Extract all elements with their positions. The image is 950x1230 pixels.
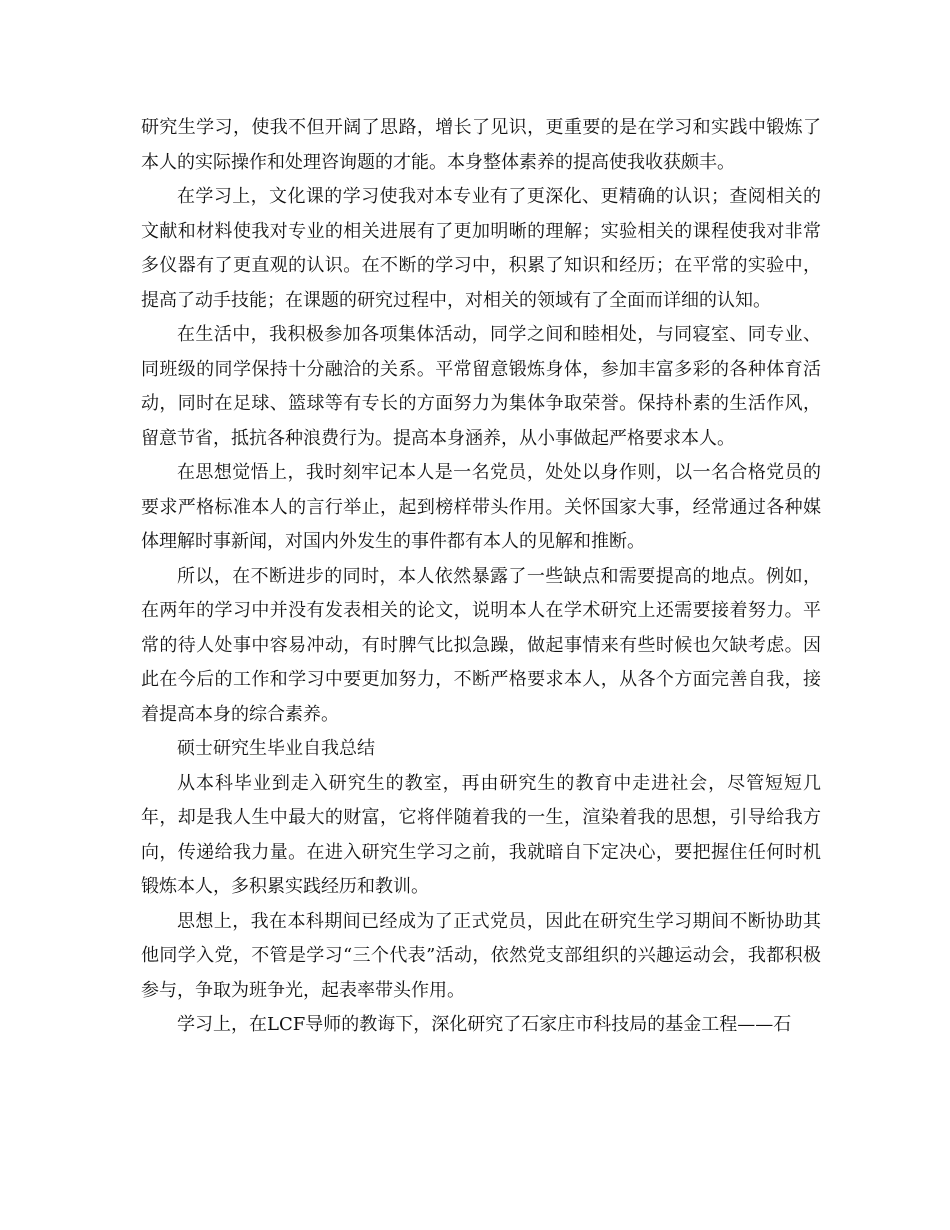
paragraph: 所以，在不断进步的同时，本人依然暴露了一些缺点和需要提高的地点。例如，在两年的学习中并没有发表相关的论文，说明本人在学术研究上还需要接着努力。平常的待人处事中容易冲动，有时脾气比拟急躁，做起事情来有些时候也欠缺考虑。因此在今后的工作和学习中要更加努力，不断严格要求本人，从各个方面完善自我，接着提高本身的综合素养。: [141, 565, 821, 725]
paragraph: 在生活中，我积极参加各项集体活动，同学之间和睦相处，与同寝室、同专业、同班级的同学保持十分融洽的关系。平常留意锻炼身体，参加丰富多彩的各种体育活动，同时在足球、篮球等有专长的方面努力为集体争取荣誉。保持朴素的生活作风，留意节省，抵抗各种浪费行为。提高本身涵养，从小事做起严格要求本人。: [141, 324, 821, 449]
section-heading: 硕士研究生毕业自我总结: [177, 738, 375, 759]
paragraph: 在思想觉悟上，我时刻牢记本人是一名党员，处处以身作则，以一名合格党员的要求严格标准本人的言行举止，起到榜样带头作用。关怀国家大事，经常通过各种媒体理解时事新闻，对国内外发生的事件都有本人的见解和推断。: [141, 462, 821, 552]
paragraph: 研究生学习，使我不但开阔了思路，增长了见识，更重要的是在学习和实践中锻炼了本人的实际操作和处理咨询题的才能。本身整体素养的提高使我收获颇丰。: [141, 117, 821, 173]
paragraph: 从本科毕业到走入研究生的教室，再由研究生的教育中走进社会，尽管短短几年，却是我人生中最大的财富，它将伴随着我的一生，渲染着我的思想，引导给我方向，传递给我力量。在进入研究生学习之前，我就暗自下定决心，要把握住任何时机锻炼本人，多积累实践经历和教训。: [141, 772, 821, 897]
paragraph: 思想上，我在本科期间已经成为了正式党员，因此在研究生学习期间不断协助其他同学入党，不管是学习“三个代表”活动，依然党支部组织的兴趣运动会，我都积极参与，争取为班争光，起表率带头作用。: [141, 910, 821, 1001]
document-body: [141, 111, 821, 1043]
paragraph: 学习上，在LCF导师的教诲下，深化研究了石家庄市科技局的基金工程——石: [177, 1014, 792, 1035]
paragraph: 在学习上，文化课的学习使我对本专业有了更深化、更精确的认识；查阅相关的文献和材料使我对专业的相关进展有了更加明晰的理解；实验相关的课程使我对非常多仪器有了更直观的认识。在不断的学习中，积累了知识和经历；在平常的实验中，提高了动手技能；在课题的研究过程中，对相关的领域有了全面而详细的认知。: [141, 186, 821, 311]
